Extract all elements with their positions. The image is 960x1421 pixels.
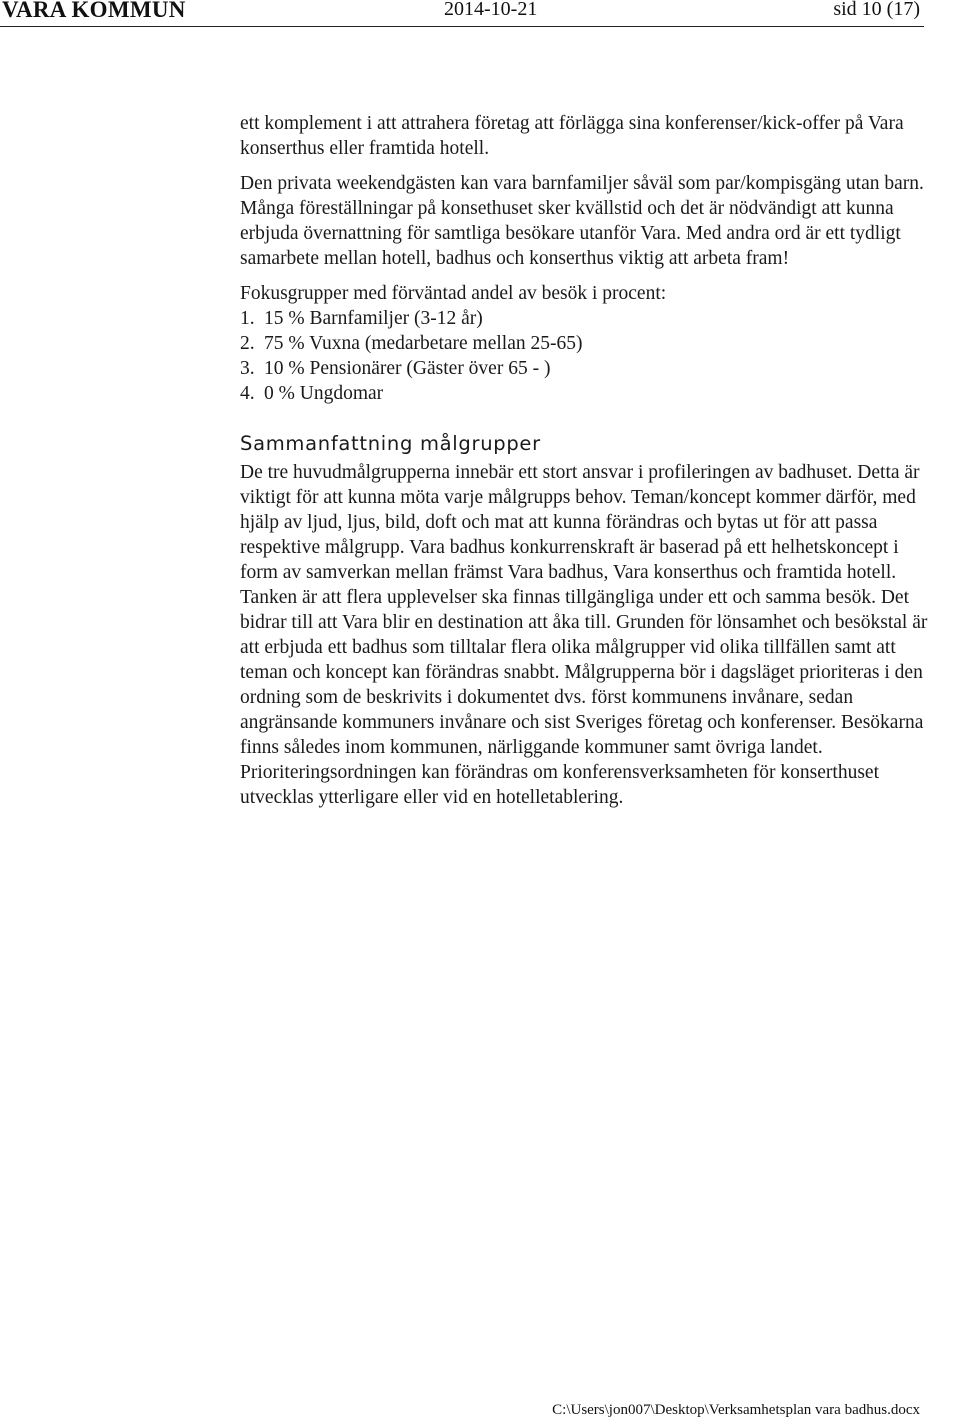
paragraph-focus-groups-intro: Fokusgrupper med förväntad andel av besök i procent:: [240, 283, 667, 304]
list-item: [240, 331, 930, 356]
paragraph-intro: ett komplement i att attrahera företag att förlägga sina konferenser/kick-offer på Vara konserthus eller framtida hotell.: [240, 113, 904, 159]
paragraph-summary: De tre huvudmålgrupperna innebär ett stort ansvar i profileringen av badhuset. Detta är viktigt för att kunna möta varje målgrupps behov. Teman/koncept kommer därför, med hjälp av ljud, ljus, bild, doft och mat att kunna förändras och bytas ut för att passa respektive målgrupp. Vara badhus konkurrenskraft är baserad på ett helhetskoncept i form av samverkan mellan främst Vara badhus, Vara konserthus och framtida hotell. Tanken är att flera upplevelser ska finnas tillgängliga under ett och samma besök. Det bidrar till att Vara blir en destination att åka till. Grunden för lönsamhet och besökstal är att erbjuda ett badhus som tilltalar flera olika målgrupper vid olika tillfällen samt att teman och koncept kan förändras snabbt. Målgrupperna bör i dagsläget prioriteras i den ordning som de beskrivits i dokumentet dvs. först kommunens invånare, sedan angränsande kommuners invånare och sist Sveriges företag och konferenser. Besökarna finns således inom kommunen, närliggande kommuner samt övriga landet. Prioriteringsordningen kan förändras om konferensverksamheten för konserthuset utvecklas ytterligare eller vid en hotelletablering.: [240, 462, 928, 808]
header-date: 2014-10-21: [444, 0, 538, 20]
paragraph-weekend-guests: Den privata weekendgästen kan vara barnfamiljer såväl som par/kompisgäng utan barn. Många föreställningar på konsethuset sker kvällstid och det är nödvändigt att kunna erbjuda övernattning för samtliga besökare utanför Vara. Med andra ord är ett tydligt samarbete mellan hotell, badhus och konserthus viktig att arbeta fram!: [240, 173, 924, 269]
header-organization: VARA KOMMUN: [2, 0, 186, 22]
list-item: [240, 306, 930, 331]
header-page-number: sid 10 (17): [833, 0, 920, 20]
list-item-number: 3.: [240, 358, 255, 379]
list-item-number: 1.: [240, 308, 255, 329]
section-heading-summary: Sammanfattning målgrupper: [240, 432, 541, 455]
list-item: [240, 381, 930, 406]
document-body: [240, 111, 930, 810]
list-item-text: 75 % Vuxna (medarbetare mellan 25-65): [264, 333, 583, 354]
focus-group-list: [240, 306, 930, 406]
page-header: [0, 0, 924, 27]
list-item-number: 4.: [240, 383, 255, 404]
list-item: [240, 356, 930, 381]
list-item-number: 2.: [240, 333, 255, 354]
list-item-text: 0 % Ungdomar: [264, 383, 384, 404]
list-item-text: 10 % Pensionärer (Gäster över 65 - ): [264, 358, 551, 379]
footer-file-path: C:\Users\jon007\Desktop\Verksamhetsplan vara badhus.docx: [552, 1402, 920, 1418]
list-item-text: 15 % Barnfamiljer (3-12 år): [264, 308, 483, 329]
